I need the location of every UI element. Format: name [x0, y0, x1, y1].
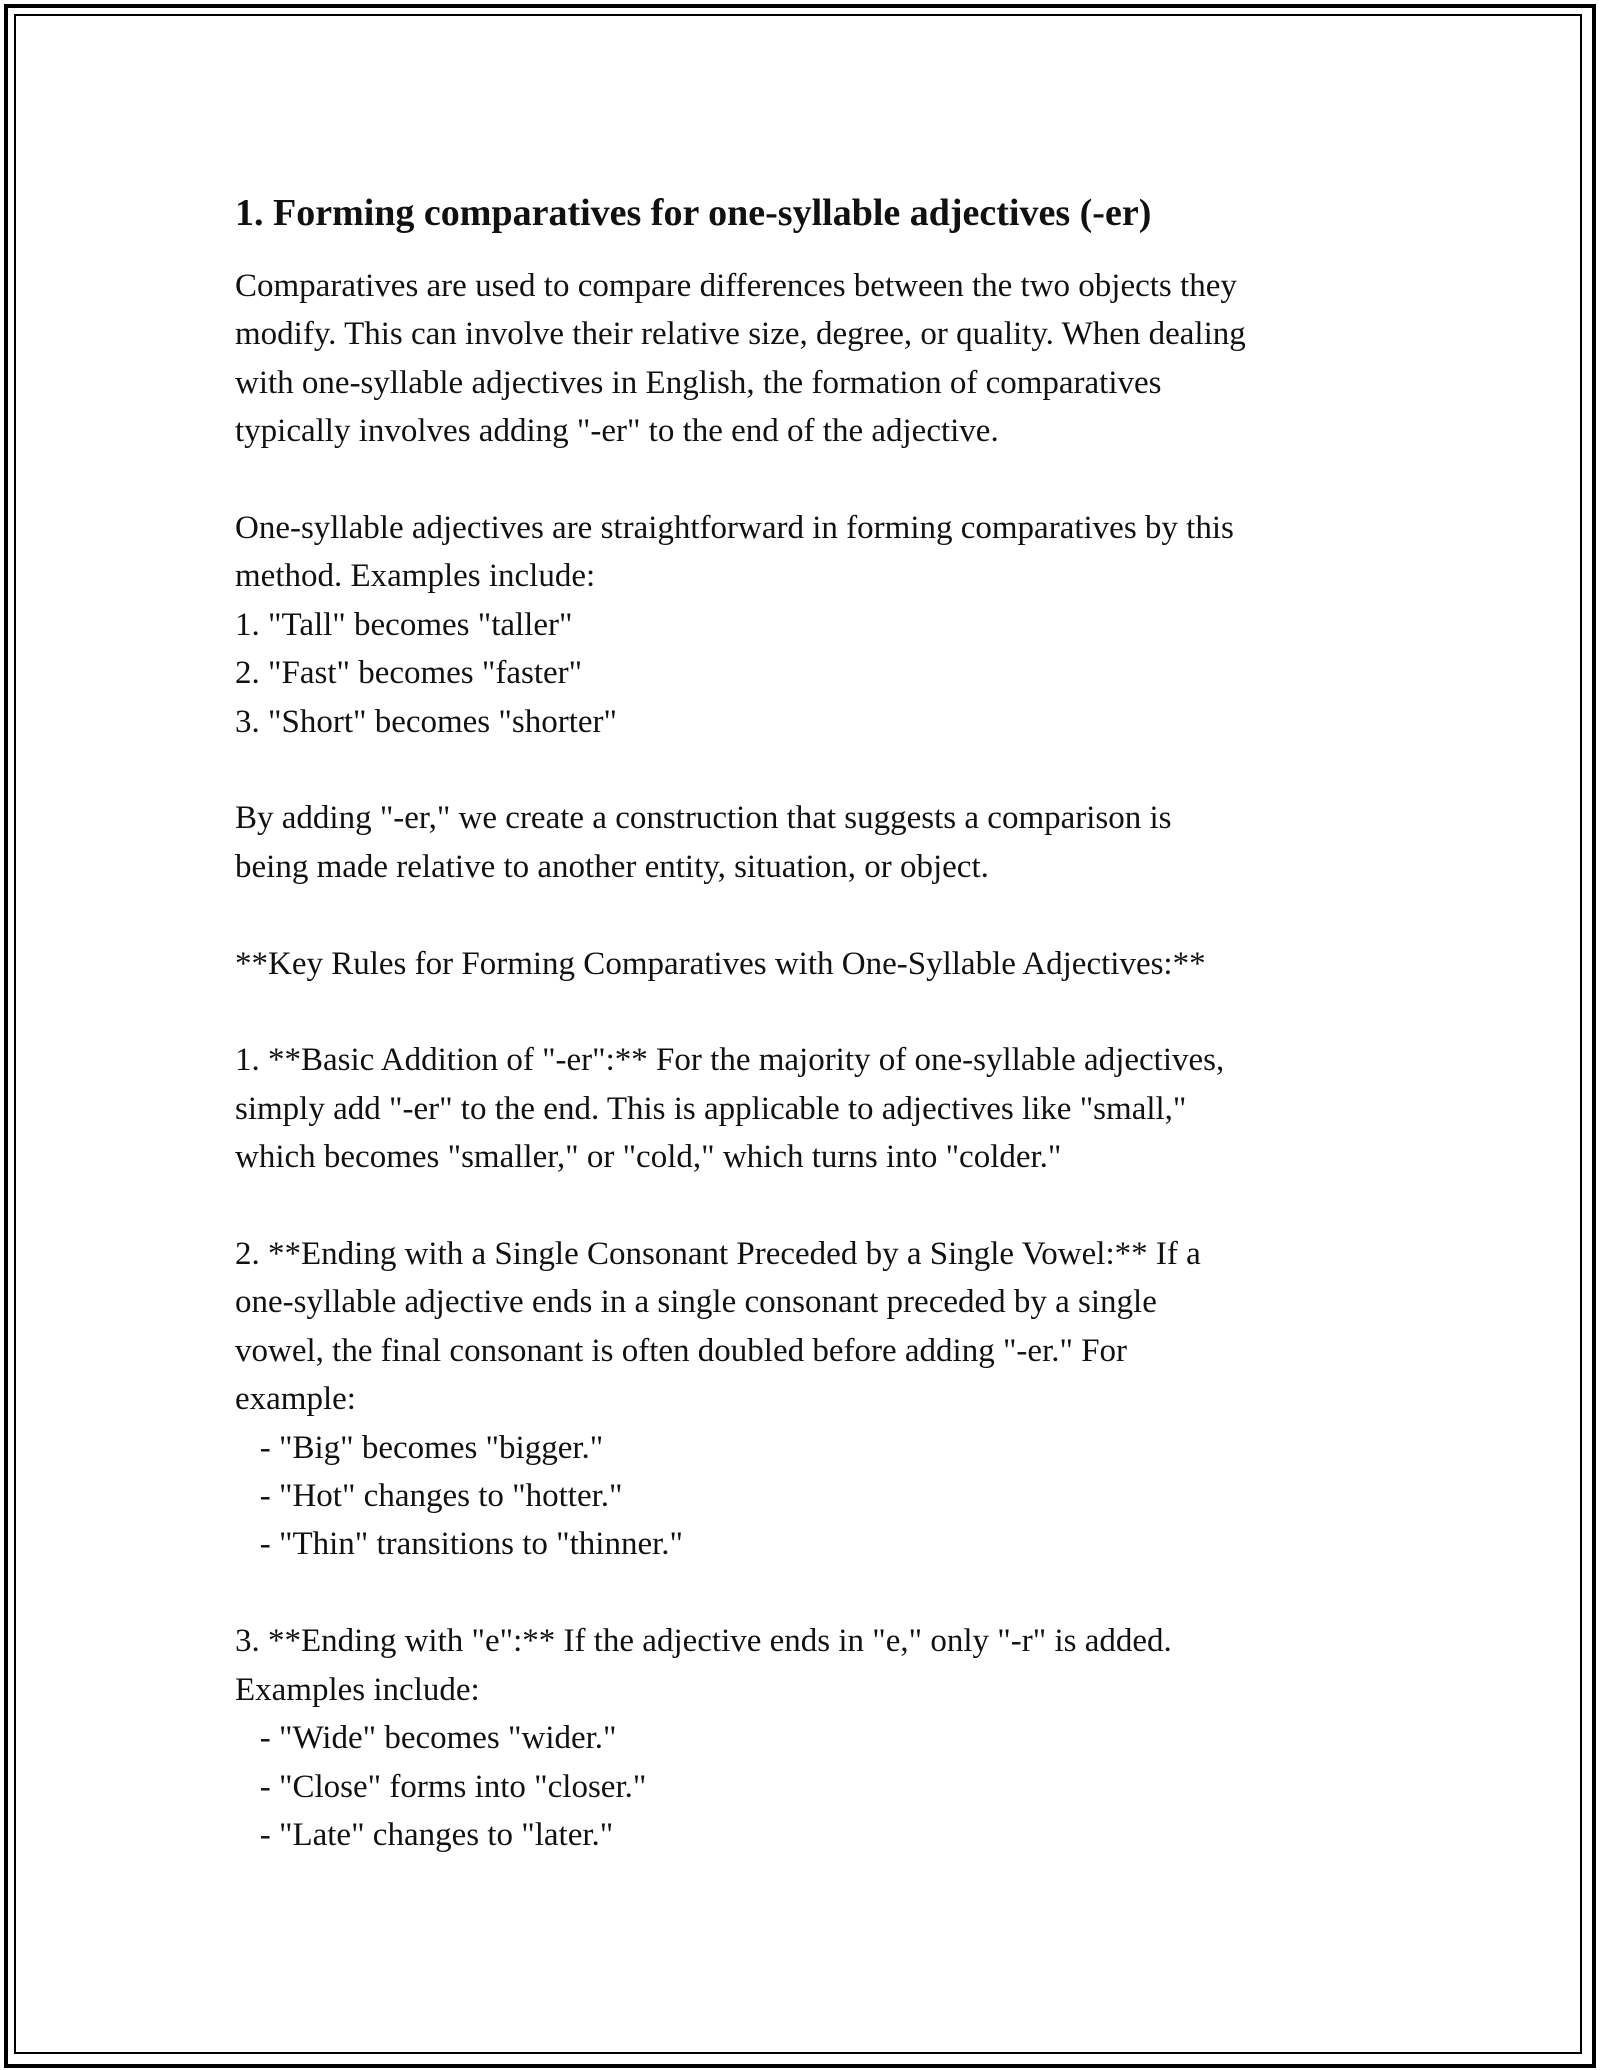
section-heading: 1. Forming comparatives for one-syllable adjectives (-er): [235, 192, 1152, 234]
blank-line: [235, 1182, 1375, 1230]
blank-line: [235, 1569, 1375, 1617]
rules-heading: **Key Rules for Forming Comparatives with One-Syllable Adjectives:**: [235, 945, 1206, 982]
text-line: being made relative to another entity, situation, or object.: [235, 848, 989, 885]
example-item: - "Late" changes to "later.": [235, 1816, 614, 1853]
example-item: - "Close" forms into "closer.": [235, 1768, 647, 1805]
document-body: [235, 186, 1375, 1859]
rule-text: one-syllable adjective ends in a single consonant preceded by a single: [235, 1284, 1157, 1321]
example-item: - "Thin" transitions to "thinner.": [235, 1526, 684, 1563]
text-line: method. Examples include:: [235, 558, 596, 595]
rule-text: 3. **Ending with "e":** If the adjective ends in "e," only "-r" is added.: [235, 1623, 1172, 1660]
text-line: By adding "-er," we create a construction that suggests a comparison is: [235, 800, 1172, 837]
text-line: One-syllable adjectives are straightforward in forming comparatives by this: [235, 510, 1234, 547]
rule-text: Examples include:: [235, 1671, 480, 1708]
rule-text: 2. **Ending with a Single Consonant Preceded by a Single Vowel:** If a: [235, 1236, 1201, 1273]
example-item: - "Wide" becomes "wider.": [235, 1720, 617, 1757]
text-line: Comparatives are used to compare differences between the two objects they: [235, 268, 1237, 304]
blank-line: [235, 891, 1375, 939]
list-item: 2. "Fast" becomes "faster": [235, 655, 583, 692]
text-line: modify. This can involve their relative size, degree, or quality. When dealing: [235, 316, 1246, 353]
blank-line: [235, 988, 1375, 1036]
rule-text: example:: [235, 1381, 356, 1418]
example-item: - "Big" becomes "bigger.": [235, 1429, 604, 1466]
example-item: - "Hot" changes to "hotter.": [235, 1478, 623, 1515]
blank-line: [235, 456, 1375, 504]
text-line: with one-syllable adjectives in English, the formation of comparatives: [235, 364, 1162, 401]
rule-text: 1. **Basic Addition of "-er":** For the majority of one-syllable adjectives,: [235, 1042, 1225, 1079]
text-line: typically involves adding "-er" to the end of the adjective.: [235, 413, 999, 450]
rule-text: vowel, the final consonant is often doubled before adding "-er." For: [235, 1332, 1128, 1369]
blank-line: [235, 746, 1375, 794]
list-item: 3. "Short" becomes "shorter": [235, 703, 617, 740]
rule-text: which becomes "smaller," or "cold," which turns into "colder.": [235, 1139, 1062, 1176]
rule-text: simply add "-er" to the end. This is applicable to adjectives like "small,": [235, 1090, 1187, 1127]
list-item: 1. "Tall" becomes "taller": [235, 606, 573, 643]
